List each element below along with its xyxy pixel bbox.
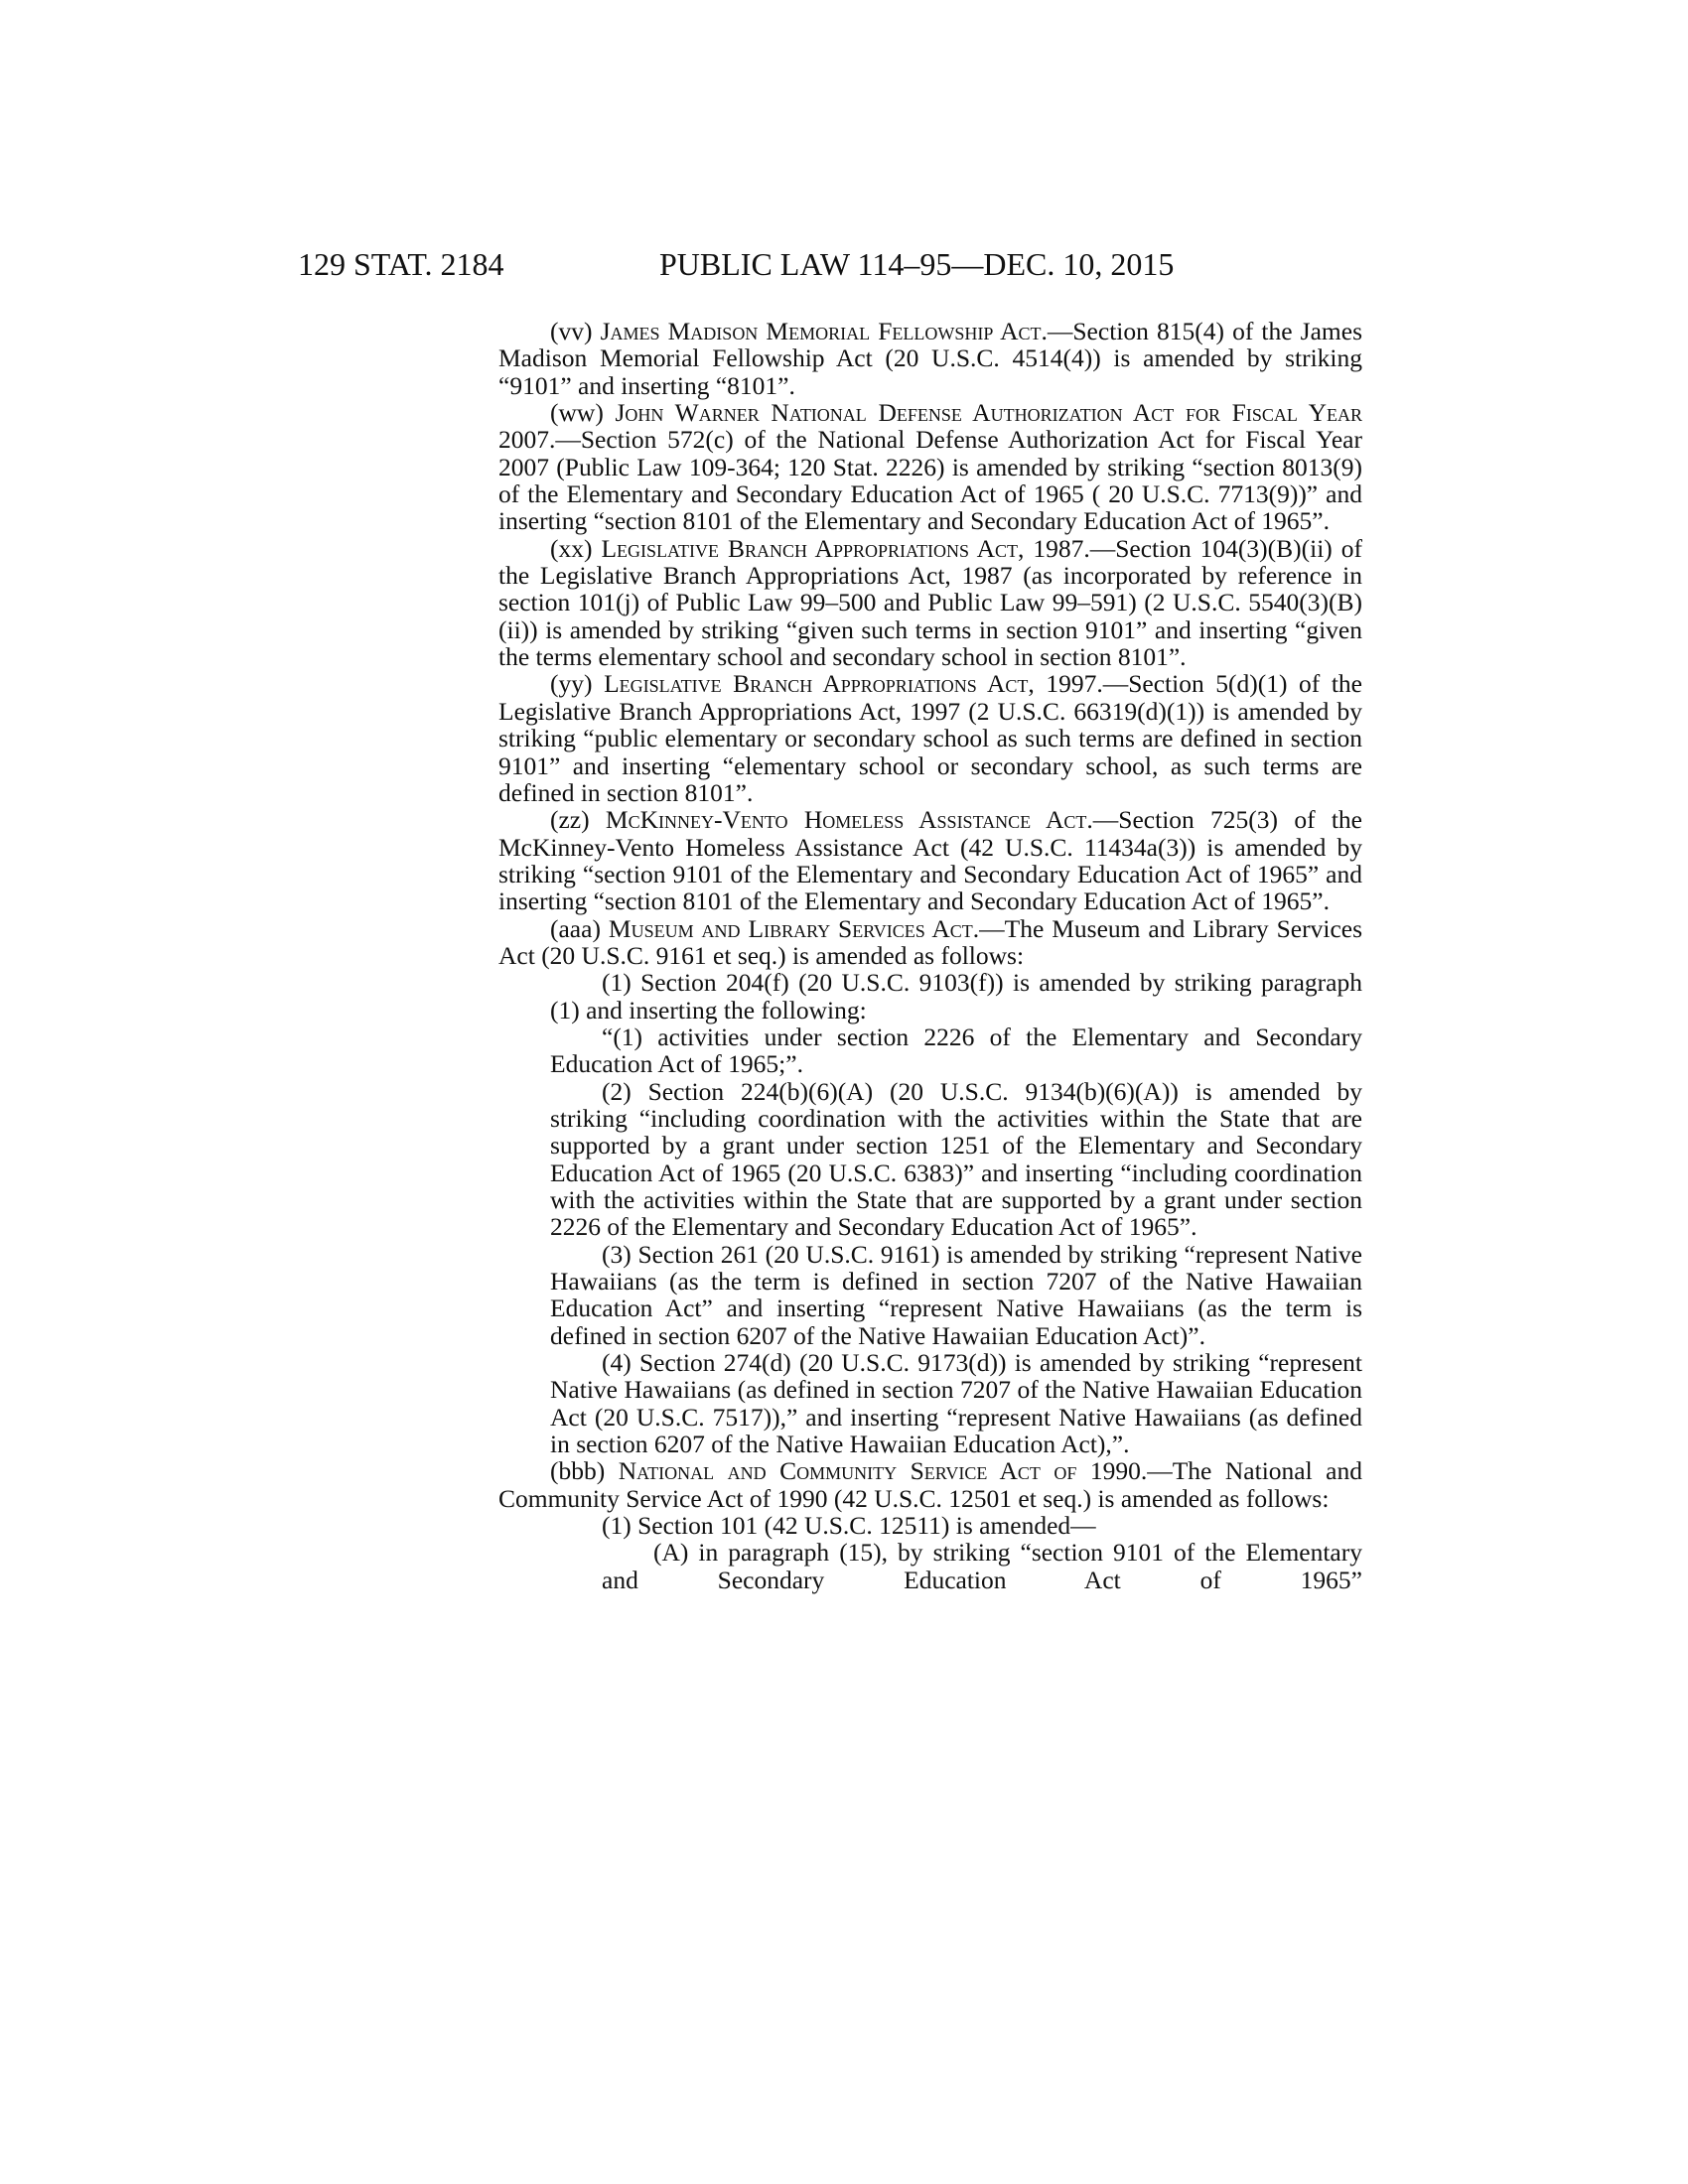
subparagraph-bbb-1 [550, 1512, 1362, 1539]
paragraph-label: (zz) [550, 805, 606, 835]
paragraph-text: .—Section 5(d)(1) of the Legislative Branch Appropriations Act, 1997 (2 U.S.C. 66319(d)(1)) is amended by striking “public elementary or secondary school as such terms are defined in section 9101” and inserting “elementary school or secondary school, as such terms are defined in section 8101”. [498, 669, 1362, 807]
paragraph-text: (A) in paragraph (15), by striking “section 9101 of the Elementary and Secondary Education Act of 1965” [602, 1538, 1362, 1594]
paragraph-text: .—Section 572(c) of the National Defense Authorization Act for Fiscal Year 2007 (Public Law 109-364; 120 Stat. 2226) is amended by striking “section 8013(9) of the Elementary and Secondary Education Act of 1965 ( 20 U.S.C. 7713(9))” and inserting “section 8101 of the Elementary and Secondary Education Act of 1965”. [498, 425, 1362, 536]
paragraph-label: (aaa) [550, 913, 609, 943]
paragraph-heading: Legislative Branch Appropriations Act, 1997 [604, 669, 1097, 699]
paragraph-heading: McKinney-Vento Homeless Assistance Act [605, 805, 1087, 835]
subparagraph-aaa-2 [550, 1078, 1362, 1241]
paragraph-label: (xx) [550, 533, 602, 563]
subparagraph-aaa-3 [550, 1241, 1362, 1349]
running-head-title: PUBLIC LAW 114–95—DEC. 10, 2015 [659, 246, 1175, 282]
paragraph-text: (1) Section 101 (42 U.S.C. 12511) is amended— [602, 1511, 1096, 1541]
paragraph-text: (2) Section 224(b)(6)(A) (20 U.S.C. 9134(b)(6)(A)) is amended by striking “including coordination with the activities within the State that are supported by a grant under section 1251 of the Elementary and Secondary Education Act of 1965 (20 U.S.C. 6383)” and inserting “including coordination with the activities within the State that are supported by a grant under section 2226 of the Elementary and Secondary Education Act of 1965”. [550, 1076, 1362, 1242]
quoted-paragraph-aaa-1 [550, 1024, 1362, 1078]
paragraph-text: .—Section 815(4) of the James Madison Memorial Fellowship Act (20 U.S.C. 4514(4)) is amended by striking “9101” and inserting “8101”. [498, 317, 1362, 400]
paragraph-ww [498, 399, 1362, 535]
paragraph-text: (1) Section 204(f) (20 U.S.C. 9103(f)) is amended by striking paragraph (1) and inserting the following: [550, 968, 1362, 1024]
subparagraph-aaa-1 [550, 969, 1362, 1024]
document-body [498, 318, 1362, 1593]
paragraph-heading: Museum and Library Services Act [608, 913, 973, 943]
clause-bbb-1-A [602, 1539, 1362, 1593]
paragraph-heading: John Warner National Defense Authorization Act for Fiscal Year 2007 [498, 398, 1362, 455]
paragraph-zz [498, 806, 1362, 914]
paragraph-text: (3) Section 261 (20 U.S.C. 9161) is amended by striking “represent Native Hawaiians (as the term is defined in section 7207 of the Native Hawaiian Education Act” and inserting “represent Native Hawaiians (as the term is defined in section 6207 of the Native Hawaiian Education Act)”. [550, 1239, 1362, 1350]
paragraph-vv [498, 318, 1362, 399]
paragraph-label: (yy) [550, 669, 605, 699]
paragraph-yy [498, 670, 1362, 806]
paragraph-text: (4) Section 274(d) (20 U.S.C. 9173(d)) is amended by striking “represent Native Hawaiians (as defined in section 7207 of the Native Hawaiian Education Act (20 U.S.C. 7517)),” and inserting “represent Native Hawaiians (as defined in section 6207 of the Native Hawaiian Education Act),”. [550, 1348, 1362, 1459]
paragraph-text: “(1) activities under section 2226 of the Elementary and Secondary Education Act of 1965;”. [550, 1022, 1362, 1079]
paragraph-label: (ww) [550, 398, 616, 428]
paragraph-label: (vv) [550, 317, 601, 345]
paragraph-label: (bbb) [550, 1456, 619, 1486]
page-header [298, 246, 1390, 286]
paragraph-text: .—The National and Community Service Act of 1990 (42 U.S.C. 12501 et seq.) is amended as follows: [498, 1456, 1362, 1513]
stat-page-number: 129 STAT. 2184 [298, 246, 504, 282]
paragraph-bbb [498, 1457, 1362, 1512]
paragraph-heading: James Madison Memorial Fellowship Act [600, 317, 1042, 345]
paragraph-text: .—Section 725(3) of the McKinney-Vento Homeless Assistance Act (42 U.S.C. 11434a(3)) is amended by striking “section 9101 of the Elementary and Secondary Education Act of 1965” and inserting “section 8101 of the Elementary and Secondary Education Act of 1965”. [498, 805, 1362, 916]
paragraph-heading: Legislative Branch Appropriations Act, 1987 [601, 533, 1084, 563]
paragraph-xx [498, 535, 1362, 671]
paragraph-aaa [498, 915, 1362, 970]
paragraph-heading: National and Community Service Act of 1990 [618, 1456, 1141, 1486]
paragraph-text: .—Section 104(3)(B)(ii) of the Legislative Branch Appropriations Act, 1987 (as incorporated by reference in section 101(j) of Public Law 99–500 and Public Law 99–591) (2 U.S.C. 5540(3)(B)(ii)) is amended by striking “given such terms in section 9101” and inserting “given the terms elementary school and secondary school in section 8101”. [498, 533, 1362, 672]
subparagraph-aaa-4 [550, 1349, 1362, 1457]
paragraph-text: .—The Museum and Library Services Act (20 U.S.C. 9161 et seq.) is amended as follows: [498, 913, 1362, 970]
